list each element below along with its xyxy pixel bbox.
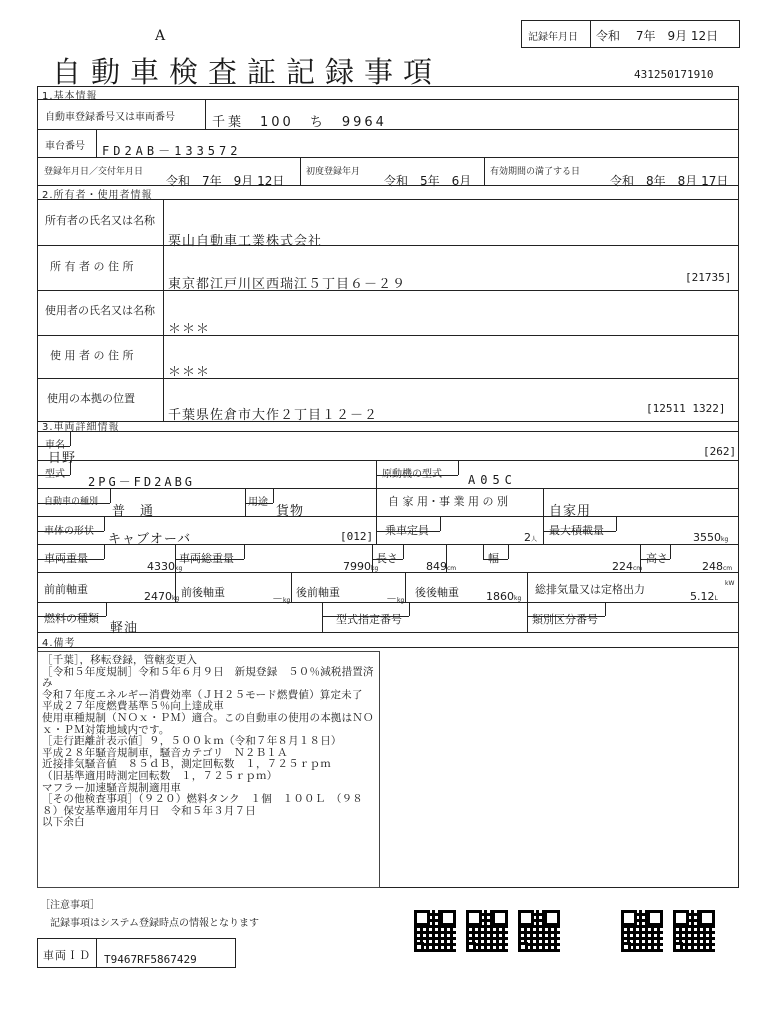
remarks-line: 近接排気騒音値 ８５ｄＢ，測定回転数 １，７２５ｒｐｍ [42,758,331,771]
remarks-line: ［走行距離計表示値］９，５００ｋｍ（令和７年８月１８日） [42,735,342,748]
qr-code-1 [414,910,456,952]
owner-name-label: 所有者の氏名又は名称 [45,214,155,227]
class-label: 類別区分番号 [532,613,598,626]
ff-axle-label: 前前軸重 [44,583,88,596]
base-code: [12511 1322] [646,402,726,415]
capacity-unit: 人 [531,536,538,543]
width-unit: cm [633,565,643,572]
gross-unit: kg [371,565,379,572]
type-no-label: 型式指定番号 [336,613,402,626]
fr-axle-number: － [272,592,283,605]
rf-axle-unit: kg [397,597,405,604]
remarks-line: ［令和５年度規制］令和５年６月９日 新規登録 ５０％減税措置済 [42,665,374,678]
height-unit: cm [723,565,733,572]
section1-title: 1.基本情報 [42,91,98,102]
fr-axle-value [272,590,290,606]
remarks-line: 使用車種規制（ＮＯｘ・ＰＭ）適合。この自動車の使用の本拠はＮＯ [42,711,374,724]
remarks-line: 平成２８年騒音規制車，騒音カテゴリ Ｎ２Ｂ１Ａ [42,746,288,759]
length-unit: cm [447,565,457,572]
height-number: 248 [702,560,723,573]
max-load-number: 3550 [693,531,721,544]
doc-mark: A [155,28,166,44]
weight-number: 4330 [147,560,175,573]
user-name-value: ＊＊＊ [168,322,211,337]
owner-addr-label: 所 有 者 の 住 所 [50,260,134,273]
owner-addr-code: [21735] [685,271,732,284]
record-date-value: 令和 7年 9月 12日 [596,29,719,43]
body-code: [012] [340,530,374,543]
rf-axle-number: － [386,592,397,605]
body-label: 車体の形状 [44,526,94,537]
weight-unit: kg [175,565,183,572]
rr-axle-label: 後後軸重 [415,586,459,599]
type-value: 普 通 [112,504,155,519]
user-name-label: 使用者の氏名又は名称 [45,304,155,317]
vehicle-id-value: T9467RF5867429 [104,953,197,966]
max-load-label: 最大積載量 [549,524,604,537]
capacity-value [524,531,537,544]
base-value: 千葉県佐倉市大作２丁目１２－２ [168,408,379,423]
reg-date-label: 登録年月日／交付年月日 [44,167,144,177]
purpose-value: 自家用 [549,504,592,519]
remarks-line: 以下余白 [42,816,85,829]
section2-title: 2.所有者・使用者情報 [42,190,153,201]
gross-label: 車両総重量 [179,552,234,565]
expiry-label: 有効期間の満了する日 [490,167,581,177]
remarks-line: ８）保安基準適用年月日 令和５年３月７日 [42,804,256,817]
ff-axle-unit: kg [172,595,180,602]
fuel-value: 軽油 [110,621,139,636]
reg-date-value: 令和 7年 9月 12日 [166,174,285,188]
maker-label: 車名 [45,440,65,451]
first-reg-label: 初度登録年月 [306,167,361,177]
length-number: 849 [426,560,447,573]
disp-number: 5.12 [690,590,715,603]
remarks-list [42,655,374,829]
height-label: 高さ [646,552,668,565]
engine-label: 原動機の型式 [382,469,442,480]
qr-code-4 [621,910,663,952]
capacity-label: 乗車定員 [385,524,429,537]
record-date-label: 記録年月日 [528,32,578,43]
notes-text: 記録事項はシステム登録時点の情報となります [50,918,259,929]
use-label: 用途 [248,497,268,508]
rr-axle-unit: kg [514,595,522,602]
first-reg-value: 令和 5年 6月 [384,174,472,188]
remarks-line: ［その他検査事項］（９２０）燃料タンク １個 １００Ｌ （９８ [42,793,363,806]
fr-axle-unit: kg [283,597,291,604]
rf-axle-value [386,590,404,606]
remarks-line: 平成２７年度燃費基準５％向上達成車 [42,700,224,713]
purpose-label: 自 家 用・事 業 用 の 別 [388,495,508,508]
qr-code-3 [518,910,560,952]
doc-number: 431250171910 [634,68,714,81]
base-label: 使用の本拠の位置 [47,392,135,405]
section3-title: 3.車両詳細情報 [42,422,120,433]
vehicle-id-label: 車両ＩＤ [43,949,91,962]
vehicle-id-box [37,938,236,968]
max-load-unit: kg [721,536,729,543]
body-value: キャブオーバ [108,532,192,547]
maker-code: [262] [703,445,737,458]
expiry-value: 令和 8年 8月 17日 [610,174,729,188]
qr-code-5 [673,910,715,952]
page-title: 自動車検査証記録事項 [52,55,443,89]
max-load-value [693,531,728,544]
length-label: 長さ [376,552,398,565]
type-label: 自動車の種別 [44,497,99,507]
owner-addr-value: 東京都江戸川区西瑞江５丁目６－２９ [168,277,407,292]
model-value: 2PG－FD2ABG [88,475,196,489]
owner-name-value: 栗山自動車工業株式会社 [168,234,323,249]
remarks-line: （旧基準適用時測定回転数 １，７２５ｒｐｍ） [42,769,278,782]
gross-number: 7990 [343,560,371,573]
reg-number-label: 自動車登録番号又は車両番号 [45,112,175,123]
use-value: 貨物 [276,504,305,519]
disp-label: 総排気量又は定格出力 [535,583,645,596]
fuel-label: 燃料の種類 [44,612,99,625]
qr-code-2 [466,910,508,952]
width-label: 幅 [488,552,499,565]
ff-axle-number: 2470 [144,590,172,603]
remarks-line: マフラー加速騒音規制適用車 [42,781,182,794]
disp-unit-kw: kW [725,580,735,587]
weight-label: 車両重量 [44,552,88,565]
width-number: 224 [612,560,633,573]
chassis-value: FD2AB－133572 [102,144,242,158]
rr-axle-number: 1860 [486,590,514,603]
remarks-line: み [42,677,53,690]
section4-title: 4.備考 [42,638,76,649]
reg-number-value: 千葉 100 ち 9964 [212,115,387,130]
fr-axle-label: 前後軸重 [181,586,225,599]
remarks-line: ［千葉］，移転登録，管轄変更入 [42,654,198,666]
notes-title: ［注意事項］ [40,900,100,911]
maker-value: 日野 [48,451,77,466]
user-addr-value: ＊＊＊ [168,365,211,380]
chassis-label: 車台番号 [45,141,85,152]
remarks-line: 令和７年度エネルギー消費効率（ＪＨ２５モード燃費値）算定未了 [42,688,363,701]
capacity-number: 2 [524,531,531,544]
model-label: 型式 [45,469,65,480]
user-addr-label: 使 用 者 の 住 所 [50,349,134,362]
record-date-box [521,20,740,48]
disp-unit: L [714,595,718,602]
engine-value: A05C [468,473,517,487]
rf-axle-label: 後前軸重 [296,586,340,599]
remarks-line: ｘ・ＰＭ対策地域内です。 [42,723,170,736]
